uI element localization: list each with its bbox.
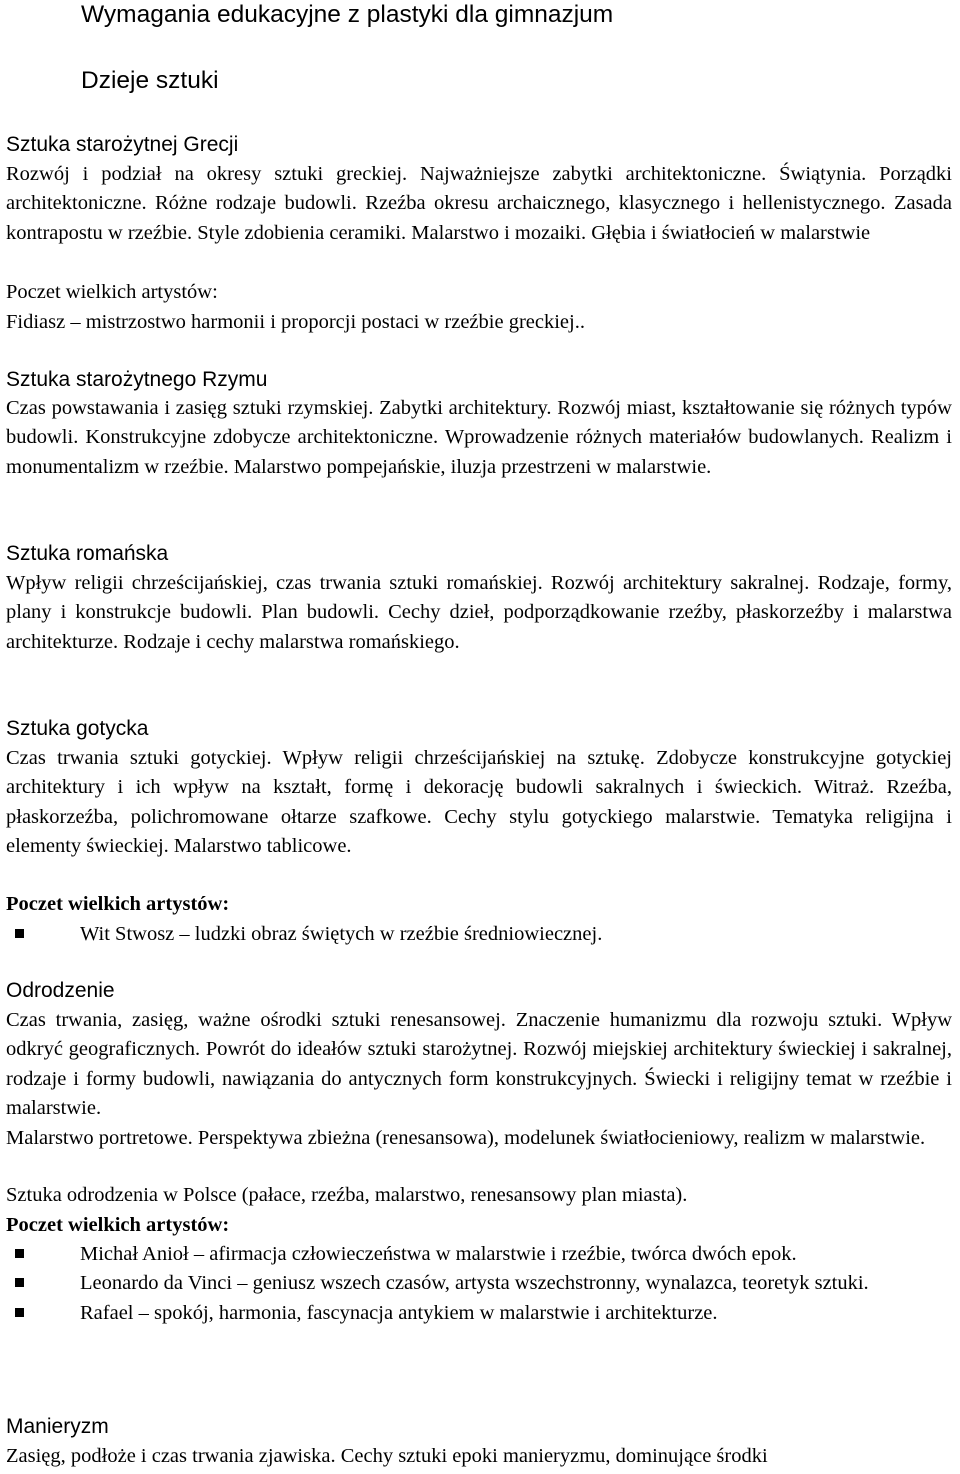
document-subtitle: Dzieje sztuki [81, 67, 219, 94]
section-text-mannerism: Zasięg, podłoże i czas trwania zjawiska. Cechy sztuki epoki manieryzmu, dominujące środki [6, 1445, 768, 1467]
bullet-square-icon [15, 1278, 24, 1287]
list-item: Wit Stwosz – ludzki obraz świętych w rzeźbie średniowiecznej. [6, 920, 952, 949]
section-heading-mannerism: Manieryzm [6, 1415, 109, 1438]
bullet-square-icon [15, 1308, 24, 1317]
section-heading-romanesque: Sztuka romańska [6, 542, 169, 565]
document-title: Wymagania edukacyjne z plastyki dla gimnazjum [81, 1, 614, 28]
section-heading-renaissance: Odrodzenie [6, 979, 115, 1002]
section-text-renaissance-3: Sztuka odrodzenia w Polsce (pałace, rzeźba, malarstwo, renesansowy plan miasta). [6, 1184, 688, 1206]
section-text-renaissance-1: Czas trwania, zasięg, ważne ośrodki sztuki renesansowej. Znaczenie humanizmu dla rozwoju sztuki. Wpływ odkryć geograficznych. Powrót do ideałów sztuki starożytnej. Rozwój miejskiej architektury świeckiej i sakralnej, rodzaje i formy budowli, nawiązania do antycznych form konstrukcyjnych. Świecki i religijny temat w rzeźbie i malarstwie. [6, 1009, 952, 1120]
section-text-greece: Rozwój i podział na okresy sztuki greckiej. Najważniejsze zabytki architektoniczne. Świątynia. Porządki architektoniczne. Różne rodzaje budowli. Rzeźba okresu archaicznego, klasycznego i hellenistycznego. Zasada kontrapostu w rzeźbie. Style zdobienia ceramiki. Malarstwo i mozaiki. Głębia i światłocień w malarstwie [6, 163, 952, 244]
artists-list-renaissance [6, 1240, 952, 1328]
section-text-rome: Czas powstawania i zasięg sztuki rzymskiej. Zabytki architektury. Rozwój miast, kształtowanie się różnych typów budowli. Konstrukcyjne zdobycze architektoniczne. Wprowadzenie różnych materiałów budowlanych. Realizm i monumentalizm w rzeźbie. Malarstwo pompejańskie, iluzja przestrzeni w malarstwie. [6, 397, 952, 478]
section-heading-rome: Sztuka starożytnego Rzymu [6, 368, 268, 391]
artists-list-gothic [6, 920, 952, 949]
section-text-gothic: Czas trwania sztuki gotyckiej. Wpływ religii chrześcijańskiej na sztukę. Zdobycze konstrukcyjne gotyckiej architektury i ich wpływ na kształt, formę i dekorację budowli sakralnych i świeckich. Witraż. Rzeźba, płaskorzeźba, polichromowane ołtarze szafkowe. Cechy stylu gotyckiego malarstwie. Tematyka religijna i elementy świeckiej. Malarstwo tablicowe. [6, 747, 952, 858]
section-heading-greece: Sztuka starożytnej Grecji [6, 133, 239, 156]
artist-line-greece: Fidiasz – mistrzostwo harmonii i proporcji postaci w rzeźbie greckiej.. [6, 311, 585, 333]
artists-label-greece: Poczet wielkich artystów: [6, 281, 218, 303]
bullet-square-icon [15, 929, 24, 938]
artists-label-renaissance: Poczet wielkich artystów: [6, 1214, 230, 1236]
bullet-square-icon [15, 1249, 24, 1258]
list-item: Leonardo da Vinci – geniusz wszech czasów, artysta wszechstronny, wynalazca, teoretyk sztuki. [6, 1269, 952, 1298]
list-item: Rafael – spokój, harmonia, fascynacja antykiem w malarstwie i architekturze. [6, 1299, 952, 1328]
section-heading-gothic: Sztuka gotycka [6, 717, 149, 740]
list-item: Michał Anioł – afirmacja człowieczeństwa w malarstwie i rzeźbie, twórca dwóch epok. [6, 1240, 952, 1269]
section-text-renaissance-2: Malarstwo portretowe. Perspektywa zbieżna (renesansowa), modelunek światłocieniowy, realizm w malarstwie. [6, 1127, 926, 1149]
artists-label-gothic: Poczet wielkich artystów: [6, 893, 230, 915]
section-text-romanesque: Wpływ religii chrześcijańskiej, czas trwania sztuki romańskiej. Rozwój architektury sakralnej. Rodzaje, formy, plany i konstrukcje budowli. Plan budowli. Cechy dzieł, podporządkowanie rzeźby, płaskorzeźby i malarstwa architekturze. Rodzaje i cechy malarstwa romańskiego. [6, 572, 952, 653]
